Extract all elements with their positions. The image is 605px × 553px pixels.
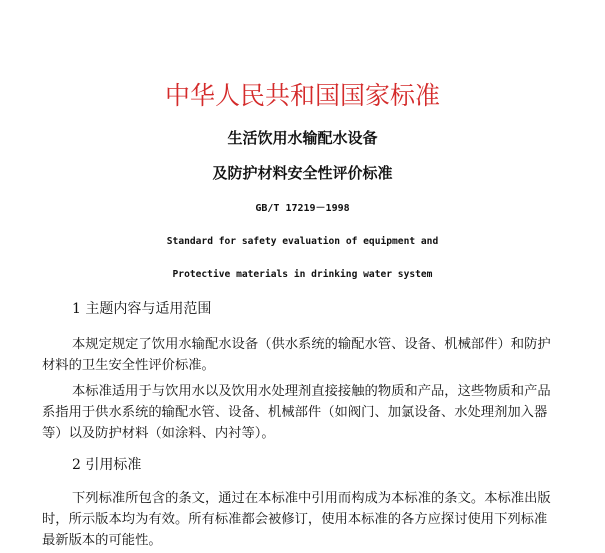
paragraph-line: 本标准适用于与饮用水以及饮用水处理剂直接接触的物质和产品，这些物质和产品 [72,384,551,399]
subtitle-line-2: 及防护材料安全性评价标准 [212,164,393,182]
main-title: 中华人民共和国国家标准 [164,81,440,110]
english-title-line-1: Standard for safety evaluation of equipment and [166,236,439,247]
paragraph-line: 本规定规定了饮用水输配水设备（供水系统的输配水管、设备、机械部件）和防护 [72,337,551,352]
standard-code: GB/T 17219－1998 [255,203,350,214]
english-title-line-2: Protective materials in drinking water system [172,269,433,280]
paragraph-references-1 [42,488,564,551]
paragraph-line: 下列标准所包含的条文，通过在本标准中引用而构成为本标准的条文。本标准出版 [72,491,551,506]
subtitle-line-1: 生活饮用水输配水设备 [227,129,378,147]
paragraph-line: 等）以及防护材料（如涂料、内衬等）。 [42,426,275,441]
paragraph-line: 最新版本的可能性。 [42,533,162,548]
paragraph-scope-2 [42,381,564,444]
section-heading-scope: 1 主题内容与适用范围 [72,301,212,317]
paragraph-line: 材料的卫生安全性评价标准。 [42,358,215,373]
section-heading-references: 2 引用标准 [72,457,142,473]
paragraph-line: 时，所示版本均为有效。所有标准都会被修订，使用本标准的各方应探讨使用下列标准 [42,512,548,527]
paragraph-scope-1 [42,334,564,376]
paragraph-line: 系指用于供水系统的输配水管、设备、机械部件（如阀门、加氯设备、水处理剂加入器 [42,405,548,420]
